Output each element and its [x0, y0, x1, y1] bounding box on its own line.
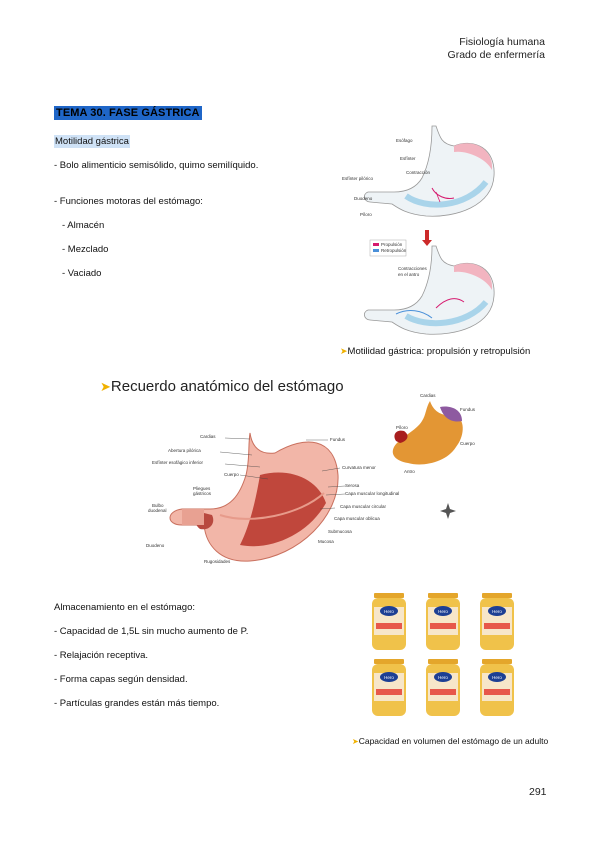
storage-item: - Relajación receptiva.	[54, 650, 148, 661]
svg-text:Fundus: Fundus	[330, 437, 346, 442]
jar	[372, 593, 406, 650]
svg-text:Curvatura menor: Curvatura menor	[342, 465, 376, 470]
svg-text:Cuerpo: Cuerpo	[460, 441, 475, 446]
svg-text:Mucosa: Mucosa	[318, 539, 334, 544]
page-title: TEMA 30. FASE GÁSTRICA	[56, 107, 200, 119]
jars-image	[356, 585, 542, 721]
svg-text:Propulsión: Propulsión	[381, 242, 403, 247]
jars-figure	[356, 585, 542, 721]
jar-brand-label: Hero	[492, 609, 502, 614]
header	[448, 36, 545, 62]
svg-text:Capa muscular oblicua: Capa muscular oblicua	[334, 516, 380, 521]
fig1-caption	[340, 346, 530, 357]
anatomy-title-text: Recuerdo anatómico del estómago	[110, 378, 344, 395]
svg-text:duodenal: duodenal	[148, 508, 167, 513]
jar-brand-label: Hero	[438, 675, 448, 680]
svg-text:Retropulsión: Retropulsión	[381, 248, 407, 253]
bullet-functions: - Funciones motoras del estómago:	[54, 196, 203, 207]
storage-item: - Forma capas según densidad.	[54, 674, 188, 685]
svg-text:Submucosa: Submucosa	[328, 529, 352, 534]
svg-text:Pliegues: Pliegues	[193, 486, 211, 491]
function-item: - Vaciado	[62, 268, 102, 279]
anatomy-figure	[100, 375, 476, 575]
svg-text:Capa muscular circular: Capa muscular circular	[340, 504, 387, 509]
svg-text:Contracción: Contracción	[406, 170, 431, 175]
svg-text:Píloro: Píloro	[360, 212, 372, 217]
caption-arrow-icon: ➤	[352, 737, 359, 746]
svg-text:Abertura pilórica: Abertura pilórica	[168, 448, 201, 453]
motility-diagram	[336, 118, 544, 340]
jar-brand-label: Hero	[384, 609, 394, 614]
jar-brand-label: Hero	[384, 675, 394, 680]
svg-text:Bulbo: Bulbo	[152, 503, 164, 508]
jar	[480, 659, 514, 716]
anatomy-diagram	[100, 375, 476, 575]
svg-text:Fundus: Fundus	[460, 407, 476, 412]
svg-text:Píloro: Píloro	[396, 425, 408, 430]
title-arrow-icon: ➤	[100, 379, 111, 394]
jar	[480, 593, 514, 650]
fig3-caption	[352, 736, 548, 746]
svg-text:Cardias: Cardias	[200, 434, 216, 439]
section-subtitle: Motilidad gástrica	[55, 136, 129, 147]
svg-text:Rugosidades: Rugosidades	[204, 559, 231, 564]
function-item: - Almacén	[62, 220, 105, 231]
motility-figure	[336, 118, 544, 340]
svg-text:Esfínter: Esfínter	[400, 156, 416, 161]
storage-item: - Partículas grandes están más tiempo.	[54, 698, 220, 709]
storage-heading: Almacenamiento en el estómago:	[54, 602, 195, 613]
svg-text:Esfínter pilórico: Esfínter pilórico	[342, 176, 374, 181]
jar	[426, 659, 460, 716]
svg-text:Duodeno: Duodeno	[354, 196, 373, 201]
svg-text:Serosa: Serosa	[345, 483, 360, 488]
storage-item: - Capacidad de 1,5L sin mucho aumento de P.	[54, 626, 249, 637]
fig1-caption-text: Motilidad gástrica: propulsión y retropulsión	[347, 346, 531, 357]
svg-text:Antro: Antro	[404, 469, 415, 474]
svg-text:Esófago: Esófago	[396, 138, 413, 143]
svg-text:gástricos: gástricos	[193, 491, 212, 496]
svg-text:en el antro: en el antro	[398, 272, 420, 277]
svg-text:Cuerpo: Cuerpo	[224, 472, 239, 477]
bullet-bolo: - Bolo alimenticio semisólido, quimo semilíquido.	[54, 160, 259, 171]
jar	[372, 659, 406, 716]
svg-text:Cardias: Cardias	[420, 393, 436, 398]
svg-text:Duodeno: Duodeno	[146, 543, 165, 548]
caption-arrow-icon: ➤	[340, 346, 348, 356]
jar-brand-label: Hero	[492, 675, 502, 680]
header-degree: Grado de enfermería	[447, 49, 545, 61]
page-number: 291	[529, 786, 547, 798]
svg-text:Capa muscular longitudinal: Capa muscular longitudinal	[345, 491, 400, 496]
jar	[426, 593, 460, 650]
svg-text:Esfínter esofágico inferior: Esfínter esofágico inferior	[152, 460, 204, 465]
svg-text:Contracciones: Contracciones	[398, 266, 427, 271]
fig3-caption-text: Capacidad en volumen del estómago de un adulto	[358, 736, 549, 746]
header-subject: Fisiología humana	[459, 36, 545, 48]
jar-brand-label: Hero	[438, 609, 448, 614]
function-item: - Mezclado	[62, 244, 109, 255]
